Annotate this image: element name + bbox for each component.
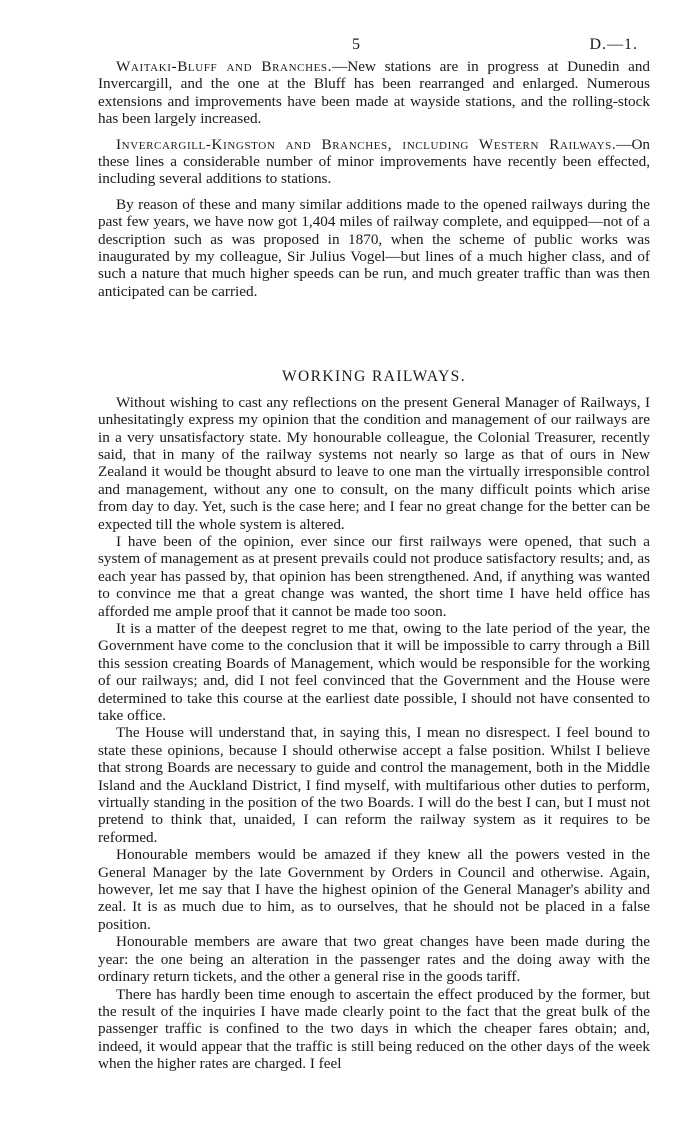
- body-paragraph: Honourable members would be amazed if they knew all the powers vested in the General Manager by the late Government by Orders in Council and otherwise. Again, however, let me say that I have the highest opinion of the General Manager's ability and zeal. It is as much due to him, as to ourselves, that he should not be placed in a false position.: [98, 846, 650, 933]
- body-paragraph: There has hardly been time enough to ascertain the effect produced by the former, but the result of the inquiries I have made clearly point to the fact that the great bulk of the passenger traffic is confined to the two days in which the cheaper fares obtain; and, indeed, it would appear that the traffic is still being reduced on the other days of the week when the higher rates are charged. I feel: [98, 985, 650, 1073]
- body-paragraph: Without wishing to cast any reflections on the present General Manager of Railways, I unhesitatingly express my opinion that the condition and management of our railways are in a very unsatisfactory state. My honourable colleague, the Colonial Treasurer, recently said, that in many of the railway systems not nearly so large as that of ours in New Zealand it would be thought absurd to leave to one man the virtually irresponsible control and management, without any one to consult, on the many difficult points which arise from day to day. Yet, such is the case here; and I fear no great change for the better can be expected till the whole system is altered.: [98, 393, 650, 533]
- paragraph-heading: Invercargill-Kingston and Branches, including Western Railways.: [116, 135, 617, 153]
- paragraph-heading: Waitaki-Bluff and Branches.: [116, 58, 333, 75]
- body-paragraph: Honourable members are aware that two great changes have been made during the year: the one being an alteration in the passenger rates and the doing away with the ordinary return tickets, and the other a general rise in the goods tariff.: [98, 933, 650, 986]
- document-reference: D.—1.: [589, 36, 638, 53]
- page-header: [98, 0, 650, 58]
- paragraph-railway-additions: [98, 196, 650, 300]
- working-railways-section: [98, 368, 650, 1072]
- paragraph-waitaki-bluff: [98, 58, 650, 128]
- page-number: 5: [352, 36, 360, 53]
- paragraph-text: —New stations are in progress at Dunedin and Invercargill, and the one at the Bluff has been rearranged and enlarged. Numerous extensions and improvements have been made at wayside stations, and the rolling-stock has been largely increased.: [98, 58, 651, 128]
- body-paragraph: It is a matter of the deepest regret to me that, owing to the late period of the year, the Government have come to the conclusion that it will be impossible to carry through a Bill this session creating Boards of Management, which would be responsible for the working of our railways; and, did I not feel convinced that the Government and the House were determined to take this course at the earliest date possible, I should not have consented to take office.: [98, 619, 650, 724]
- paragraph-invercargill-kingston: [98, 136, 650, 188]
- body-paragraph: The House will understand that, in saying this, I mean no disrespect. I feel bound to state these opinions, because I should otherwise accept a false position. Whilst I believe that strong Boards are necessary to guide and control the management, both in the Middle Island and the Auckland District, I find myself, with multifarious other duties to perform, virtually standing in the position of the two Boards. I will do the best I can, but I must not pretend to think that, unaided, I can reform the railway system as it requires to be reformed.: [98, 724, 650, 846]
- section-title: WORKING RAILWAYS.: [282, 368, 466, 386]
- intro-block: [98, 58, 650, 300]
- paragraph-text: —On these lines a considerable number of minor improvements have recently been effected, including several additions to stations.: [98, 135, 650, 188]
- body-paragraph: I have been of the opinion, ever since our first railways were opened, that such a system of management as at present prevails could not produce satisfactory results; and, as each year has passed by, that opinion has been strengthened. And, if anything was wanted to convince me that a great change was wanted, the short time I have held office has afforded me ample proof that it cannot be made too soon.: [98, 532, 650, 620]
- paragraph-text: By reason of these and many similar additions made to the opened railways during the past few years, we have now got 1,404 miles of railway complete, and equipped—not of a description such as was proposed in 1870, when the scheme of public works was inaugurated by my colleague, Sir Julius Vogel—but lines of a much higher class, and of such a nature that much higher speeds can be run, and much greater traffic than was then anticipated can be carried.: [98, 195, 650, 300]
